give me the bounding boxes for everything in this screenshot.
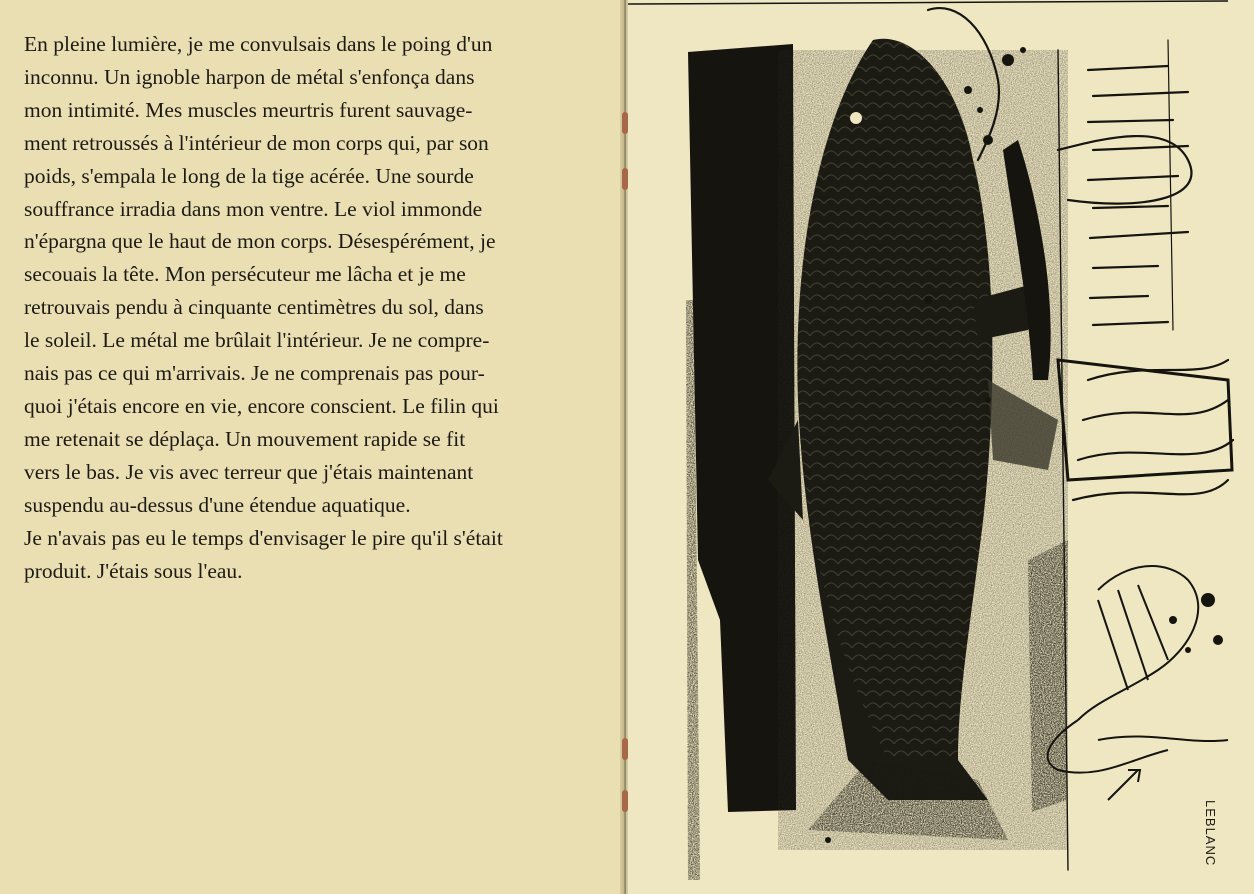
frame-line [628,1,1228,4]
left-page [0,0,622,894]
body-text: En pleine lumière, je me convulsais dans le poing d'un inconnu. Un ignoble harpon de métal s'enfonça dans mon intimité. Mes muscles meurtris furent sauvage- ment retroussés à l'intérieur de mon corps qui, par son poids, s'empala le long de la tige acérée. Une sourde souffrance irradia dans mon ventre. Le viol immonde n'épargna que le haut de mon corps. Désespérément, je secouais la tête. Mon persécuteur me lâcha et je me retrouvais pendu à cinquante centimètres du sol, dans le soleil. Le métal me brûlait l'intérieur. Je ne compre- nais pas ce qui m'arrivais. Je ne comprenais pas pour- quoi j'étais encore en vie, encore conscient. Le filin qui me retenait se déplaça. Un mouvement rapide se fit vers le bas. Je vis avec terreur que j'étais maintenant suspendu au-dessus d'une étendue aquatique. Je n'avais pas eu le temps d'envisager le pire qu'il s'était produit. J'étais sous l'eau. [24,32,503,583]
artist-signature: LEBLANC [1203,800,1218,867]
fish-illustration [628,0,1254,894]
crayfish-sketch [1048,566,1228,800]
